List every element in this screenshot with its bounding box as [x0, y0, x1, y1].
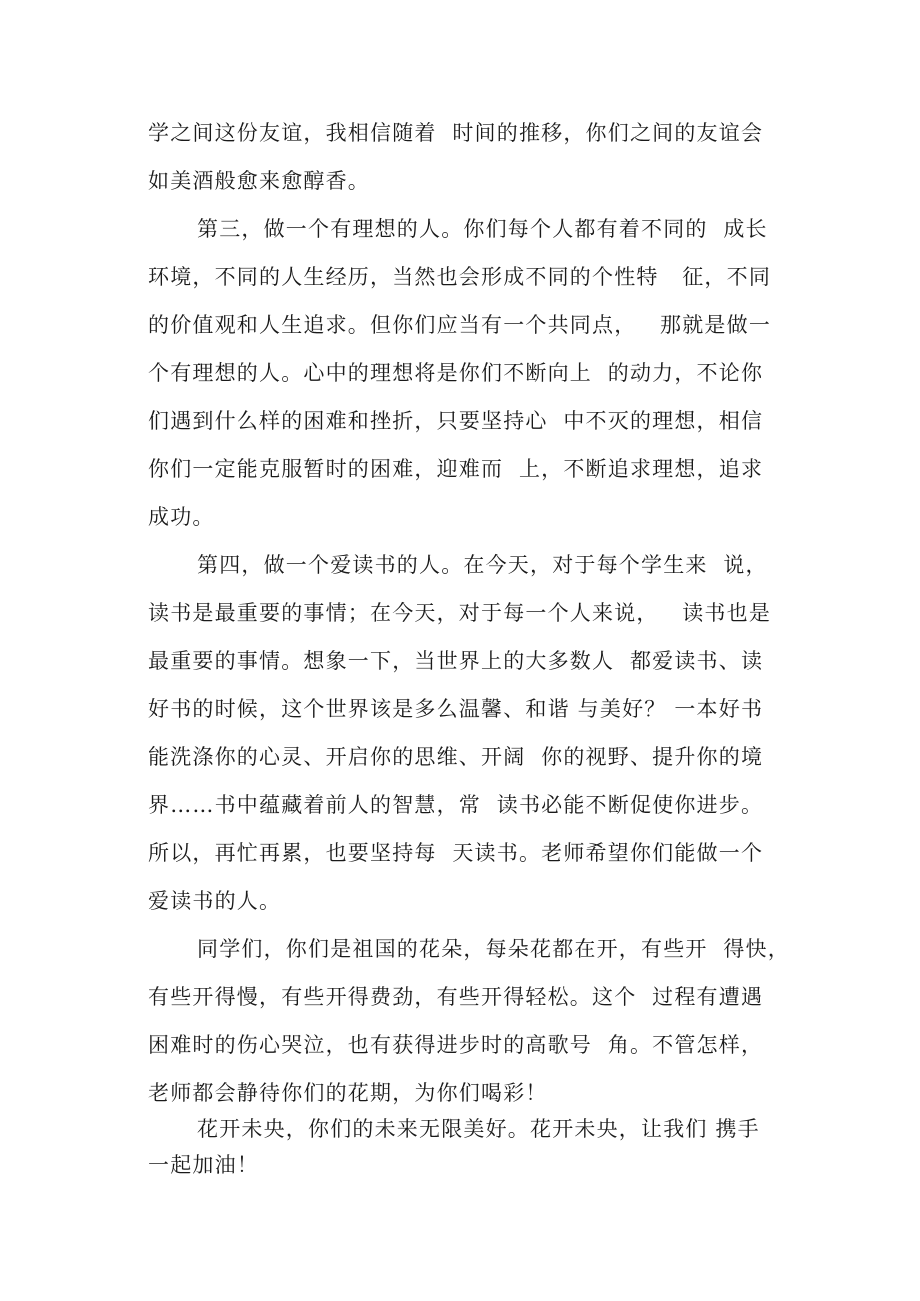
paragraph-first-line: 同学们，你们是祖国的花朵，每朵花都在开，有些开 得快， [197, 937, 790, 961]
text-line: 最重要的事情。想象一下，当世界上的大多数人 都爱读书、读 [148, 649, 764, 673]
text-line: 成功。 [148, 505, 215, 529]
text-line: 学之间这份友谊，我相信随着 时间的推移，你们之间的友谊会 [148, 121, 764, 145]
paragraph-first-line: 第三，做一个有理想的人。你们每个人都有着不同的 成长 [197, 217, 768, 241]
text-line: 的价值观和人生追求。但你们应当有一个共同点， 那就是做一 [148, 313, 772, 337]
text-line: 能洗涤你的心灵、开启你的思维、开阔 你的视野、提升你的境 [148, 745, 764, 769]
text-line: 困难时的伤心哭泣，也有获得进步时的高歌号 角。不管怎样， [148, 1033, 764, 1057]
paragraph-first-line: 花开未央，你们的未来无限美好。花开未央，让我们 携手 [197, 1117, 760, 1141]
text-line: 你们一定能克服暂时的困难，迎难而 上，不断追求理想，追求 [148, 457, 764, 481]
text-line: 界……书中蕴藏着前人的智慧，常 读书必能不断促使你进步。 [148, 793, 764, 817]
text-line: 老师都会静待你们的花期，为你们喝彩！ [148, 1081, 548, 1105]
text-line: 环境，不同的人生经历，当然也会形成不同的个性特 征，不同 [148, 265, 772, 289]
text-line: 一起加油！ [148, 1153, 259, 1177]
paragraph-first-line: 第四，做一个爱读书的人。在今天，对于每个学生来 说， [197, 553, 768, 577]
text-line: 个有理想的人。心中的理想将是你们不断向上 的动力，不论你 [148, 361, 764, 385]
text-line: 如美酒般愈来愈醇香。 [148, 169, 370, 193]
text-line: 爱读书的人。 [148, 889, 282, 913]
text-line: 所以，再忙再累，也要坚持每 天读书。老师希望你们能做一个 [148, 841, 764, 865]
text-line: 们遇到什么样的困难和挫折，只要坚持心 中不灭的理想，相信 [148, 409, 764, 433]
text-line: 读书是最重要的事情；在今天，对于每一个人来说， 读书也是 [148, 601, 772, 625]
text-line: 有些开得慢，有些开得费劲，有些开得轻松。这个 过程有遭遇 [148, 985, 764, 1009]
text-line: 好书的时候，这个世界该是多么温馨、和谐 与美好？ 一本好书 [148, 697, 764, 721]
